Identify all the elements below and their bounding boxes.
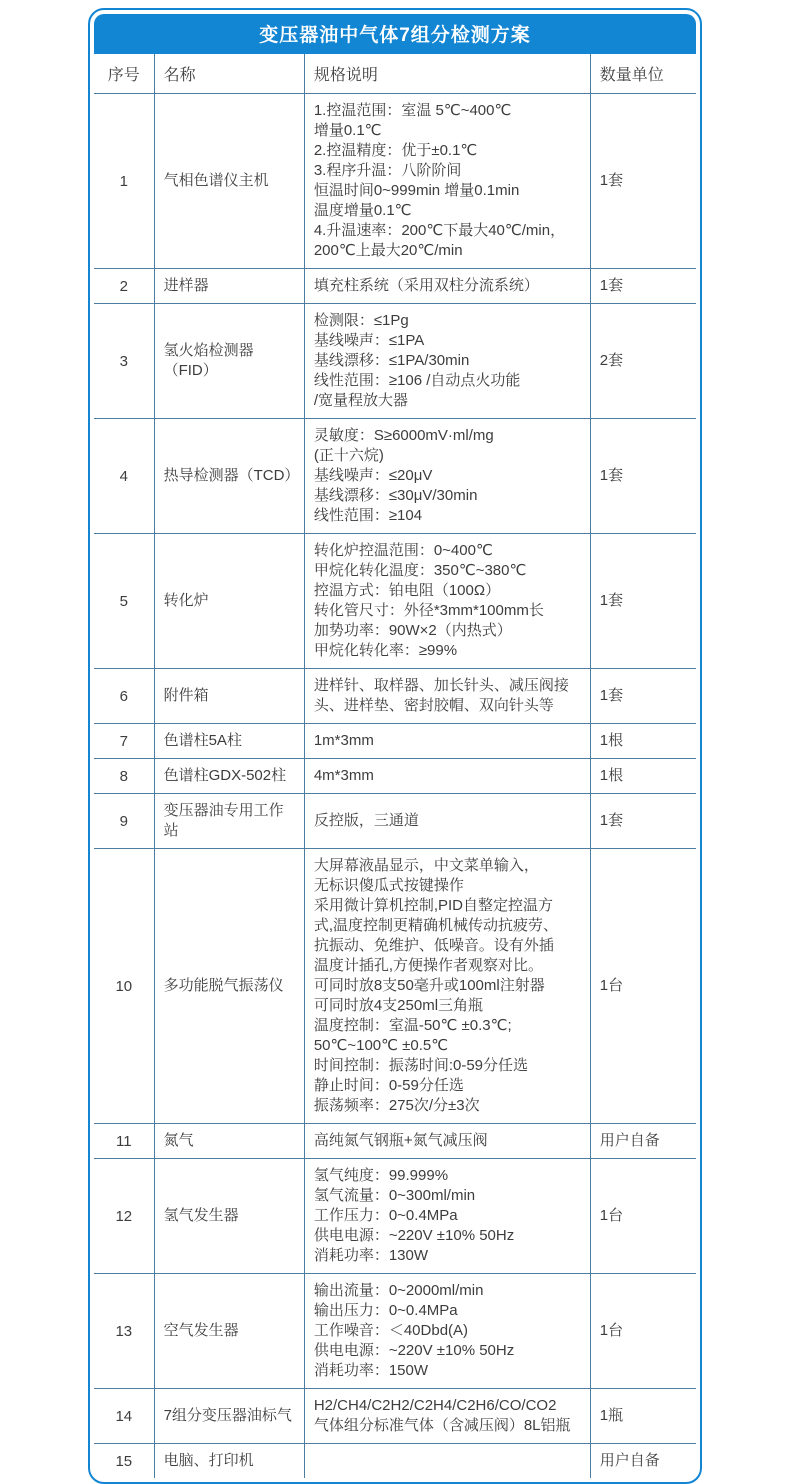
spec-line: 反控版，三通道: [313, 812, 419, 829]
spec-line: 可同时放8支50毫升或100ml注射器: [313, 977, 545, 994]
spec-line: 工作噪音：＜40Dbd(A): [313, 1322, 469, 1339]
row-no-cell: 14: [94, 1389, 154, 1444]
column-header-qty: 数量单位: [590, 54, 696, 94]
row-name-cell: 氢气发生器: [154, 1159, 304, 1274]
row-spec-cell: [304, 304, 590, 419]
spec-line: 静止时间：0-59分任选: [313, 1077, 464, 1094]
row-spec-cell: [304, 1389, 590, 1444]
row-name-cell: 7组分变压器油标气: [154, 1389, 304, 1444]
column-header-name: 名称: [154, 54, 304, 94]
row-name-cell: 多功能脱气振荡仪: [154, 849, 304, 1124]
row-name-cell: 进样器: [154, 269, 304, 304]
spec-line: 采用微计算机控制,PID自整定控温方: [313, 897, 554, 914]
row-no-cell: 5: [94, 534, 154, 669]
row-qty-cell: 1台: [590, 849, 696, 1124]
table-row: [94, 304, 696, 419]
spec-line: 填充柱系统（采用双柱分流系统）: [313, 277, 539, 294]
table-row: [94, 759, 696, 794]
table-header-row: [94, 54, 696, 94]
row-spec-cell: [304, 94, 590, 269]
row-name-cell: 转化炉: [154, 534, 304, 669]
spec-line: 供电电源：~220V ±10% 50Hz: [313, 1227, 515, 1244]
spec-line: 无标识傻瓜式按键操作: [313, 877, 464, 894]
row-no-cell: 13: [94, 1274, 154, 1389]
spec-line: 供电电源：~220V ±10% 50Hz: [313, 1342, 515, 1359]
spec-line: 灵敏度：S≥6000mV·ml/mg: [313, 427, 494, 444]
page-title: 变压器油中气体7组分检测方案: [94, 14, 696, 54]
table-body: [94, 94, 696, 1479]
spec-line: 4m*3mm: [313, 767, 374, 784]
spec-line: 基线噪声：≤20μV: [313, 467, 433, 484]
table-row: [94, 419, 696, 534]
table-row: [94, 794, 696, 849]
spec-card: [88, 8, 702, 1484]
row-no-cell: 11: [94, 1124, 154, 1159]
row-no-cell: 8: [94, 759, 154, 794]
spec-line: 线性范围：≥106 /自动点火功能: [313, 372, 521, 389]
spec-line: 输出压力：0~0.4MPa: [313, 1302, 458, 1319]
spec-line: 振荡频率：275次/分±3次: [313, 1097, 480, 1114]
row-spec-cell: [304, 849, 590, 1124]
row-name-cell: 附件箱: [154, 669, 304, 724]
spec-line: 基线噪声：≤1PA: [313, 332, 425, 349]
row-spec-cell: [304, 534, 590, 669]
spec-line: 线性范围：≥104: [313, 507, 423, 524]
row-qty-cell: 1根: [590, 759, 696, 794]
table-row: [94, 1274, 696, 1389]
spec-line: 进样针、取样器、加长针头、减压阀接头、进样垫、密封胶帽、双向针头等: [313, 677, 569, 714]
row-spec-cell: [304, 724, 590, 759]
row-qty-cell: 1台: [590, 1159, 696, 1274]
spec-line: 控温方式：铂电阻（100Ω）: [313, 582, 501, 599]
row-qty-cell: 1套: [590, 419, 696, 534]
row-qty-cell: 1套: [590, 94, 696, 269]
row-qty-cell: 1套: [590, 534, 696, 669]
column-header-spec: 规格说明: [304, 54, 590, 94]
spec-line: 气体组分标准气体（含减压阀）8L铝瓶: [313, 1417, 571, 1434]
row-no-cell: 1: [94, 94, 154, 269]
row-no-cell: 4: [94, 419, 154, 534]
row-no-cell: 7: [94, 724, 154, 759]
row-qty-cell: 1套: [590, 269, 696, 304]
spec-line: /宽量程放大器: [313, 392, 408, 409]
row-name-cell: 气相色谱仪主机: [154, 94, 304, 269]
spec-line: 基线漂移：≤30μV/30min: [313, 487, 478, 504]
spec-line: 1.控温范围：室温 5℃~400℃: [313, 102, 512, 119]
table-row: [94, 1159, 696, 1274]
row-qty-cell: 2套: [590, 304, 696, 419]
row-no-cell: 9: [94, 794, 154, 849]
row-qty-cell: 1根: [590, 724, 696, 759]
spec-line: 输出流量：0~2000ml/min: [313, 1282, 484, 1299]
spec-line: 50℃~100℃ ±0.5℃: [313, 1037, 449, 1054]
column-header-no: 序号: [94, 54, 154, 94]
row-name-cell: 电脑、打印机: [154, 1444, 304, 1479]
spec-line: H2/CH4/C2H2/C2H4/C2H6/CO/CO2: [313, 1397, 557, 1414]
spec-line: 4.升温速率：200℃下最大40℃/min，: [313, 222, 566, 239]
spec-line: 式,温度控制更精确机械传动抗疲劳、: [313, 917, 558, 934]
row-qty-cell: 1瓶: [590, 1389, 696, 1444]
row-spec-cell: [304, 759, 590, 794]
row-spec-cell: [304, 1159, 590, 1274]
table-row: [94, 269, 696, 304]
spec-line: 检测限：≤1Pg: [313, 312, 409, 329]
row-spec-cell: [304, 669, 590, 724]
spec-line: 高纯氮气钢瓶+氮气减压阀: [313, 1132, 488, 1149]
row-spec-cell: [304, 419, 590, 534]
row-qty-cell: 用户自备: [590, 1124, 696, 1159]
spec-line: 工作压力：0~0.4MPa: [313, 1207, 458, 1224]
table-row: [94, 1444, 696, 1479]
spec-line: 抗振动、免维护、低噪音。设有外插: [313, 937, 554, 954]
spec-line: 恒温时间0~999min 增量0.1min: [313, 182, 520, 199]
row-no-cell: 10: [94, 849, 154, 1124]
table-row: [94, 1124, 696, 1159]
row-name-cell: 色谱柱5A柱: [154, 724, 304, 759]
spec-line: 加势功率：90W×2（内热式）: [313, 622, 512, 639]
row-name-cell: 色谱柱GDX-502柱: [154, 759, 304, 794]
spec-line: 消耗功率：130W: [313, 1247, 429, 1264]
row-spec-cell: [304, 1444, 590, 1479]
table-row: [94, 94, 696, 269]
row-name-cell: 氢火焰检测器（FID）: [154, 304, 304, 419]
row-name-cell: 氮气: [154, 1124, 304, 1159]
row-no-cell: 6: [94, 669, 154, 724]
row-spec-cell: [304, 794, 590, 849]
spec-line: 温度增量0.1℃: [313, 202, 412, 219]
spec-line: 转化管尺寸：外径*3mm*100mm长: [313, 602, 544, 619]
row-spec-cell: [304, 1274, 590, 1389]
spec-line: 氢气流量：0~300ml/min: [313, 1187, 476, 1204]
table-row: [94, 669, 696, 724]
table-row: [94, 849, 696, 1124]
spec-line: 可同时放4支250ml三角瓶: [313, 997, 484, 1014]
spec-line: 温度控制：室温-50℃ ±0.3℃;: [313, 1017, 512, 1034]
spec-line: 大屏幕液晶显示，中文菜单输入，: [313, 857, 539, 874]
row-name-cell: 热导检测器（TCD）: [154, 419, 304, 534]
spec-line: (正十六烷): [313, 447, 384, 464]
spec-line: 3.程序升温：八阶阶间: [313, 162, 462, 179]
spec-line: 甲烷化转化温度：350℃~380℃: [313, 562, 527, 579]
table-row: [94, 724, 696, 759]
spec-line: 氢气纯度：99.999%: [313, 1167, 449, 1184]
spec-line: 2.控温精度：优于±0.1℃: [313, 142, 478, 159]
spec-line: 基线漂移：≤1PA/30min: [313, 352, 470, 369]
row-qty-cell: 用户自备: [590, 1444, 696, 1479]
spec-line: 温度计插孔,方便操作者观察对比。: [313, 957, 543, 974]
row-no-cell: 3: [94, 304, 154, 419]
row-name-cell: 空气发生器: [154, 1274, 304, 1389]
row-qty-cell: 1套: [590, 669, 696, 724]
spec-line: 1m*3mm: [313, 732, 374, 749]
table-row: [94, 1389, 696, 1444]
spec-line: 时间控制：振荡时间:0-59分任选: [313, 1057, 529, 1074]
row-name-cell: 变压器油专用工作站: [154, 794, 304, 849]
spec-line: 200℃上最大20℃/min: [313, 242, 463, 259]
row-no-cell: 15: [94, 1444, 154, 1479]
spec-line: 甲烷化转化率：≥99%: [313, 642, 458, 659]
row-qty-cell: 1台: [590, 1274, 696, 1389]
row-no-cell: 12: [94, 1159, 154, 1274]
spec-table: [94, 54, 696, 1478]
row-spec-cell: [304, 269, 590, 304]
table-row: [94, 534, 696, 669]
row-spec-cell: [304, 1124, 590, 1159]
spec-line: 增量0.1℃: [313, 122, 382, 139]
spec-line: 消耗功率：150W: [313, 1362, 429, 1379]
row-qty-cell: 1套: [590, 794, 696, 849]
row-no-cell: 2: [94, 269, 154, 304]
spec-line: 转化炉控温范围：0~400℃: [313, 542, 493, 559]
